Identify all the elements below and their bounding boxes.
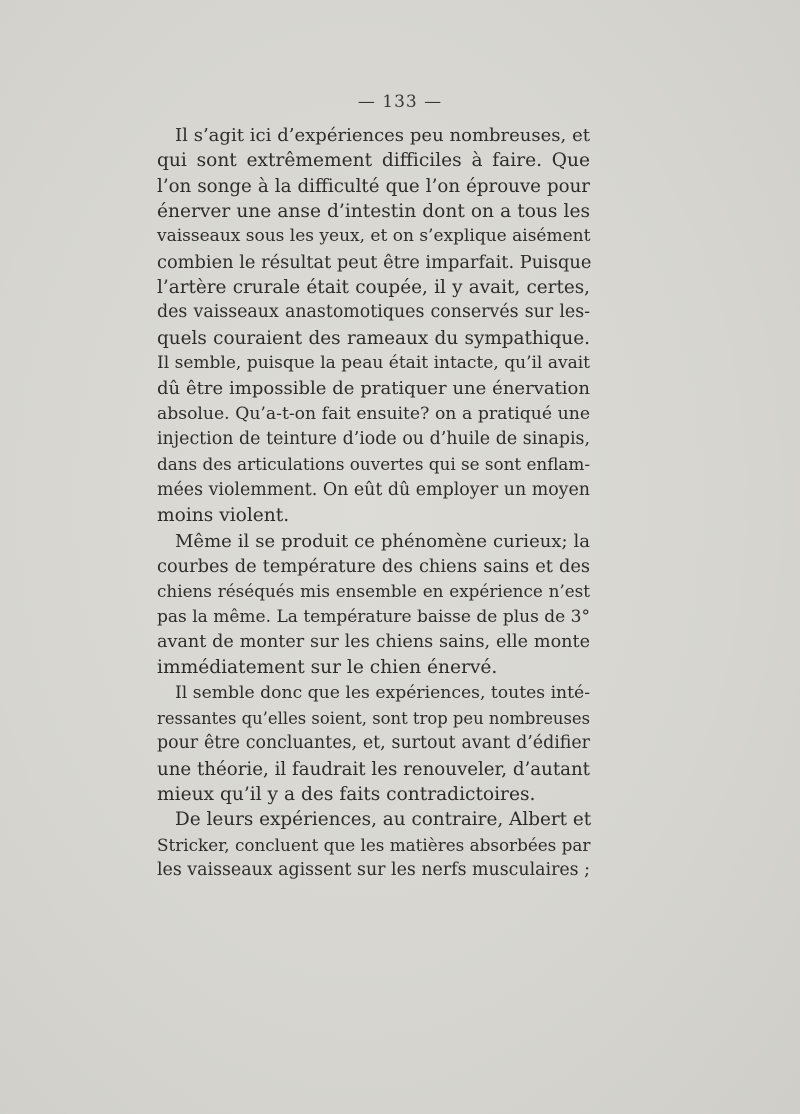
text-line: vaisseaux sous les yeux, et on s’explique aisément [157, 226, 591, 247]
text-line: chiens réséqués mis ensemble en expérience n’est [157, 581, 590, 602]
paragraph-1 [157, 123, 590, 529]
text-line: Même il se produit ce phénomène curieux; la [175, 530, 590, 552]
text-line: qui sont extrêmement difficiles à faire. Que [157, 150, 590, 172]
paragraph-2 [157, 529, 590, 681]
text-line: De leurs expériences, au contraire, Albert et [175, 809, 592, 831]
text-line: pas la même. La température baisse de plus de 3° [157, 606, 590, 627]
text-line: avant de monter sur les chiens sains, elle monte [157, 631, 590, 652]
text-line: l’artère crurale était coupée, il y avait, certes, [157, 277, 590, 299]
text-line: combien le résultat peut être imparfait. Puisque [157, 251, 592, 273]
text-line: dans des articulations ouvertes qui se sont enflam- [157, 454, 591, 475]
body-text [157, 123, 590, 883]
paragraph-3 [157, 681, 590, 808]
text-line: l’on songe à la difficulté que l’on éprouve pour [157, 175, 590, 197]
text-line: des vaisseaux anastomotiques conservés sur les- [157, 302, 590, 323]
page-number: — 133 — [357, 92, 443, 112]
paragraph-4 [157, 807, 590, 883]
text-line: Stricker, concluent que les matières absorbées par [157, 834, 591, 855]
text-line: mieux qu’il y a des faits contradictoires. [157, 783, 536, 805]
text-line: courbes de température des chiens sains et des [157, 555, 590, 577]
text-line: moins violent. [157, 505, 290, 527]
text-line: quels couraient des rameaux du sympathique. [157, 327, 590, 349]
text-line: mées violemment. On eût dû employer un moyen [157, 479, 590, 500]
text-line: Il semble, puisque la peau était intacte, qu’il avait [157, 353, 590, 374]
text-line: immédiatement sur le chien énervé. [157, 657, 498, 679]
text-line: une théorie, il faudrait les renouveler, d’autant [157, 758, 590, 780]
text-line: injection de teinture d’iode ou d’huile de sinapis, [157, 429, 590, 450]
text-line: les vaisseaux agissent sur les nerfs musculaires ; [157, 859, 590, 880]
text-line: Il s’agit ici d’expériences peu nombreuses, et [175, 125, 590, 146]
text-line: ressantes qu’elles soient, sont trop peu nombreuses [157, 708, 590, 728]
text-line: absolue. Qu’a-t-on fait ensuite? on a pratiqué une [157, 403, 590, 424]
text-line: pour être concluantes, et, surtout avant d’édifier [157, 733, 590, 754]
text-line: dû être impossible de pratiquer une énervation [157, 378, 590, 400]
text-line: Il semble donc que les expériences, toutes inté- [175, 682, 591, 703]
text-line: énerver une anse d’intestin dont on a tous les [157, 201, 590, 223]
